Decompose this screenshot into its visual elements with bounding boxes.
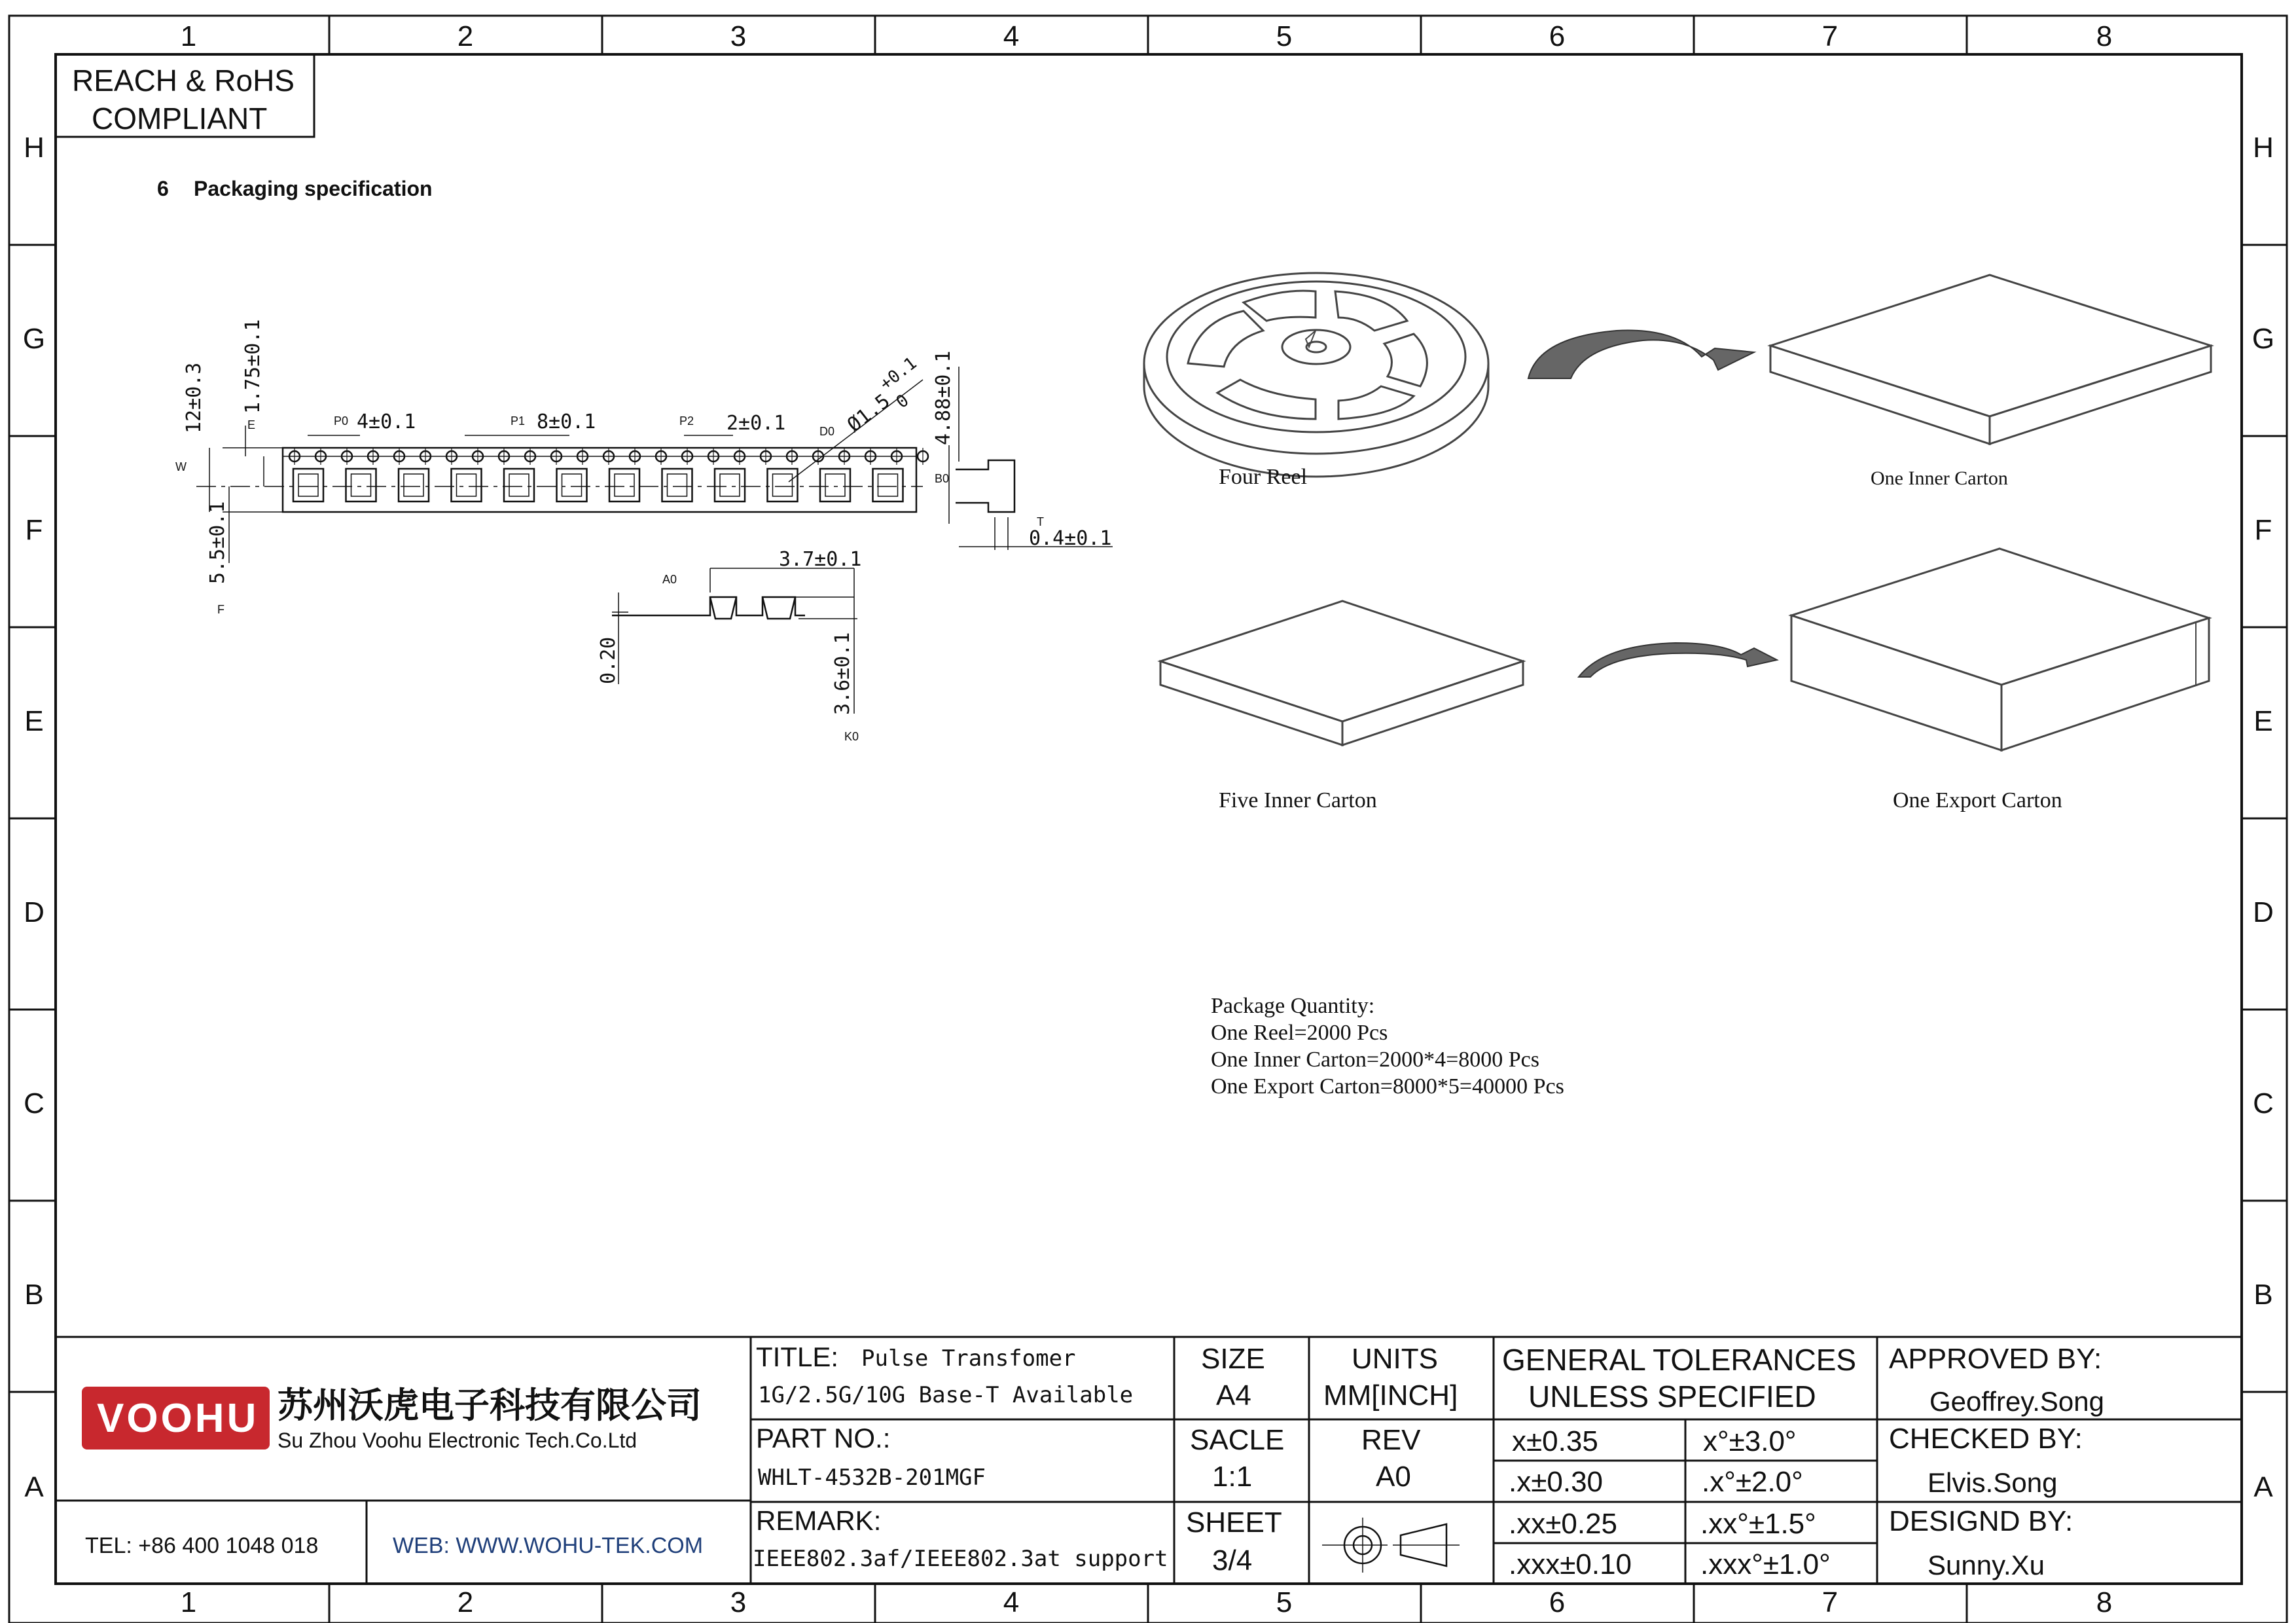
label-a0: A0 xyxy=(662,573,677,586)
column-label-bottom: 2 xyxy=(457,1586,474,1618)
tape-pocket-inner xyxy=(351,474,371,496)
section-number: 6 xyxy=(157,177,169,200)
row-label-right: A xyxy=(2253,1471,2273,1503)
tol-angle-3: .xxx°±1.0° xyxy=(1700,1548,1831,1580)
size-value: A4 xyxy=(1216,1379,1251,1412)
quantity-line-1: One Reel=2000 Pcs xyxy=(1211,1021,1388,1045)
tape-pocket-inner xyxy=(562,474,582,496)
scale-label: SACLE xyxy=(1190,1424,1285,1456)
column-label-bottom: 7 xyxy=(1821,1586,1839,1618)
five-inner-carton-box xyxy=(1160,601,1523,745)
tol-angle-1: .x°±2.0° xyxy=(1702,1466,1803,1498)
compliance-line-2: COMPLIANT xyxy=(92,101,268,136)
inner-carton-box xyxy=(1770,275,2211,444)
approved-value: Geoffrey.Song xyxy=(1929,1386,2104,1417)
row-label-right: E xyxy=(2253,705,2273,737)
column-label-bottom: 6 xyxy=(1549,1586,1566,1618)
tape-pocket-inner xyxy=(825,474,845,496)
label-five-inner-carton: Five Inner Carton xyxy=(1219,788,1377,812)
quantity-line-3: One Export Carton=8000*5=40000 Pcs xyxy=(1211,1074,1564,1099)
carrier-tape-top-view xyxy=(196,367,1113,563)
label-e: E xyxy=(247,418,256,431)
sheet-label: SHEET xyxy=(1186,1506,1282,1539)
tape-pocket-inner xyxy=(773,474,793,496)
column-label-top: 3 xyxy=(730,20,747,52)
designed-value: Sunny.Xu xyxy=(1928,1550,2045,1580)
row-label-right: C xyxy=(2253,1087,2274,1120)
column-label-bottom: 3 xyxy=(730,1586,747,1618)
tol-angle-0: x°±3.0° xyxy=(1703,1425,1797,1457)
dim-0-20: 0.20 xyxy=(597,636,620,684)
row-label-left: H xyxy=(24,132,45,164)
tol-angle-2: .xx°±1.5° xyxy=(1700,1508,1816,1540)
tape-pocket-inner xyxy=(457,474,476,496)
dim-a0: 3.7±0.1 xyxy=(779,548,862,571)
column-label-top: 1 xyxy=(180,20,197,52)
approved-label: APPROVED BY: xyxy=(1889,1343,2102,1375)
tolerance-header-1: GENERAL TOLERANCES xyxy=(1502,1343,1857,1377)
row-label-left: B xyxy=(24,1279,44,1311)
row-label-left: D xyxy=(24,896,45,928)
dim-k0: 3.6±0.1 xyxy=(831,632,854,715)
column-label-top: 6 xyxy=(1549,20,1566,52)
dim-d0: Ø1.5 xyxy=(843,390,895,437)
part-value: WHLT-4532B-201MGF xyxy=(758,1465,986,1491)
dim-p0: 4±0.1 xyxy=(357,410,416,433)
dim-t: 0.4±0.1 xyxy=(1029,527,1112,550)
label-f: F xyxy=(217,603,224,616)
row-label-left: F xyxy=(25,514,43,546)
remark-value: IEEE802.3af/IEEE802.3at support xyxy=(753,1546,1168,1572)
row-label-right: D xyxy=(2253,896,2274,928)
remark-label: REMARK: xyxy=(756,1505,882,1536)
column-label-bottom: 4 xyxy=(1003,1586,1020,1618)
arrow-five-to-export xyxy=(1579,643,1777,677)
rev-value: A0 xyxy=(1376,1461,1411,1493)
title-value-2: 1G/2.5G/10G Base-T Available xyxy=(758,1382,1134,1408)
row-label-left: E xyxy=(24,705,44,737)
units-value: MM[INCH] xyxy=(1323,1379,1458,1412)
sheet-value: 3/4 xyxy=(1212,1544,1253,1577)
column-label-top: 2 xyxy=(457,20,474,52)
column-label-bottom: 8 xyxy=(2096,1586,2113,1618)
tape-pocket-inner xyxy=(509,474,529,496)
column-label-top: 4 xyxy=(1003,20,1020,52)
column-label-top: 7 xyxy=(1821,20,1839,52)
row-label-right: B xyxy=(2253,1279,2273,1311)
column-label-bottom: 1 xyxy=(180,1586,197,1618)
label-p2: P2 xyxy=(679,414,694,428)
row-label-right: F xyxy=(2254,514,2272,546)
label-t: T xyxy=(1037,515,1044,528)
tape-pocket-inner xyxy=(668,474,687,496)
section-title: Packaging specification xyxy=(194,177,433,200)
tape-pocket-inner xyxy=(298,474,318,496)
label-p0: P0 xyxy=(334,414,349,428)
quantity-heading: Package Quantity: xyxy=(1211,994,1375,1018)
dim-p1: 8±0.1 xyxy=(537,410,596,433)
designed-label: DESIGND BY: xyxy=(1889,1505,2073,1537)
dim-f: 5.5±0.1 xyxy=(206,501,229,584)
label-one-export-carton: One Export Carton xyxy=(1893,788,2062,812)
quantity-line-2: One Inner Carton=2000*4=8000 Pcs xyxy=(1211,1048,1539,1072)
label-b0: B0 xyxy=(935,472,950,485)
units-label: UNITS xyxy=(1352,1343,1438,1375)
web: WEB: WWW.WOHU-TEK.COM xyxy=(393,1533,704,1558)
tape-pocket-inner xyxy=(878,474,898,496)
part-label: PART NO.: xyxy=(756,1423,891,1453)
logo-text: VOOHU xyxy=(97,1396,259,1441)
column-label-top: 8 xyxy=(2096,20,2113,52)
label-k0: K0 xyxy=(844,730,859,743)
projection-symbol xyxy=(1322,1518,1460,1573)
company-name-en: Su Zhou Voohu Electronic Tech.Co.Ltd xyxy=(278,1429,637,1452)
frame xyxy=(9,16,2287,1623)
label-p1: P1 xyxy=(511,414,526,428)
tol-linear-2: .xx±0.25 xyxy=(1509,1508,1618,1540)
company-name-cn: 苏州沃虎电子科技有限公司 xyxy=(278,1386,702,1425)
tape-pocket-inner xyxy=(404,474,423,496)
label-one-inner-carton: One Inner Carton xyxy=(1871,467,2008,489)
checked-label: CHECKED BY: xyxy=(1889,1423,2083,1455)
dim-d0-tol-lower: 0 xyxy=(892,390,913,413)
tol-linear-3: .xxx±0.10 xyxy=(1509,1548,1632,1580)
checked-value: Elvis.Song xyxy=(1928,1467,2058,1498)
row-label-right: G xyxy=(2251,323,2275,355)
size-label: SIZE xyxy=(1201,1343,1265,1375)
dim-p2: 2±0.1 xyxy=(726,412,786,435)
title-label: TITLE: xyxy=(756,1341,839,1372)
pocket-cross-section xyxy=(612,568,857,714)
row-label-left: A xyxy=(24,1471,44,1503)
label-four-reel: Four Reel xyxy=(1219,465,1308,489)
tolerance-header-2: UNLESS SPECIFIED xyxy=(1528,1379,1816,1413)
tape-pockets xyxy=(293,469,903,501)
dim-12: 12±0.3 xyxy=(183,362,206,433)
tol-linear-1: .x±0.30 xyxy=(1509,1466,1604,1498)
dim-1-75: 1.75±0.1 xyxy=(242,319,264,414)
column-label-bottom: 5 xyxy=(1276,1586,1293,1618)
label-w: W xyxy=(175,460,187,473)
export-carton-box xyxy=(1791,549,2209,750)
tel: TEL: +86 400 1048 018 xyxy=(85,1533,319,1558)
dim-d0-tol-upper: +0.1 xyxy=(876,353,921,395)
rev-label: REV xyxy=(1361,1424,1421,1456)
column-label-top: 5 xyxy=(1276,20,1293,52)
arrow-reel-to-inner xyxy=(1528,331,1754,379)
row-label-left: C xyxy=(24,1087,45,1120)
tape-pocket-inner xyxy=(615,474,634,496)
scale-value: 1:1 xyxy=(1212,1461,1253,1493)
title-value: Pulse Transfomer xyxy=(861,1345,1076,1372)
compliance-line-1: REACH & RoHS xyxy=(72,64,295,98)
tape-pocket-inner xyxy=(720,474,740,496)
tol-linear-0: x±0.35 xyxy=(1512,1425,1598,1457)
row-label-right: H xyxy=(2253,132,2274,164)
row-label-left: G xyxy=(22,323,46,355)
label-d0: D0 xyxy=(819,425,835,438)
dim-b0: 4.88±0.1 xyxy=(932,350,955,445)
reel-illustration xyxy=(1144,273,1488,477)
